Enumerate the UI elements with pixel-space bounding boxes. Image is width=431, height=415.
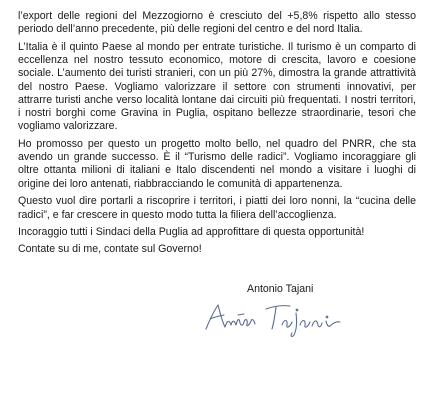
paragraph-roots-tourism: Ho promosso per questo un progetto molto bello, nel quadro del PNRR, che sta avendo un grande successo. È il “Turismo delle radici”. Vogliamo incoraggiare gli oltre ottanta milioni di italiani e Italo discendenti nel mondo a visitare i luoghi di origine dei loro antenati, riabbracciando le comunità di appartenenza. (18, 138, 416, 190)
letter-body (18, 10, 416, 259)
paragraph-closing: Contate su di me, contate sul Governo! (18, 242, 202, 255)
signatory-name: Antonio Tajani (247, 283, 314, 295)
paragraph-mayors: Incoraggio tutti i Sindaci della Puglia ad approfittare di questa opportunità! (18, 226, 365, 239)
paragraph-tourism: L’Italia è il quinto Paese al mondo per entrate turistiche. Il turismo è un comparto di eccellenza nel nostro tessuto economico, motore di crescita, lavoro e coesione sociale. L’aumento dei turisti stranieri, con un più 27%, dimostra la grande attrattività del nostro Paese. Vogliamo valorizzare il settore con strumenti innovativi, per attrarre turisti anche verso località lontane dai circuiti più frequentati. I nostri territori, i nostri borghi come Gravina in Puglia, ospitano bellezze straordinarie, tesori che vogliamo valorizzare. (18, 41, 416, 133)
paragraph-territories: Questo vuol dire portarli a riscoprire i territori, i piatti dei loro nonni, la “cucina delle radici”, e far crescere in questo modo tutta la filiera dell’accoglienza. (18, 195, 416, 221)
paragraph-export: l’export delle regioni del Mezzogiorno è cresciuto del +5,8% rispetto allo stesso periodo dell’anno precedente, più delle regioni del centro e del nord Italia. (18, 10, 416, 36)
handwritten-signature (200, 295, 360, 345)
